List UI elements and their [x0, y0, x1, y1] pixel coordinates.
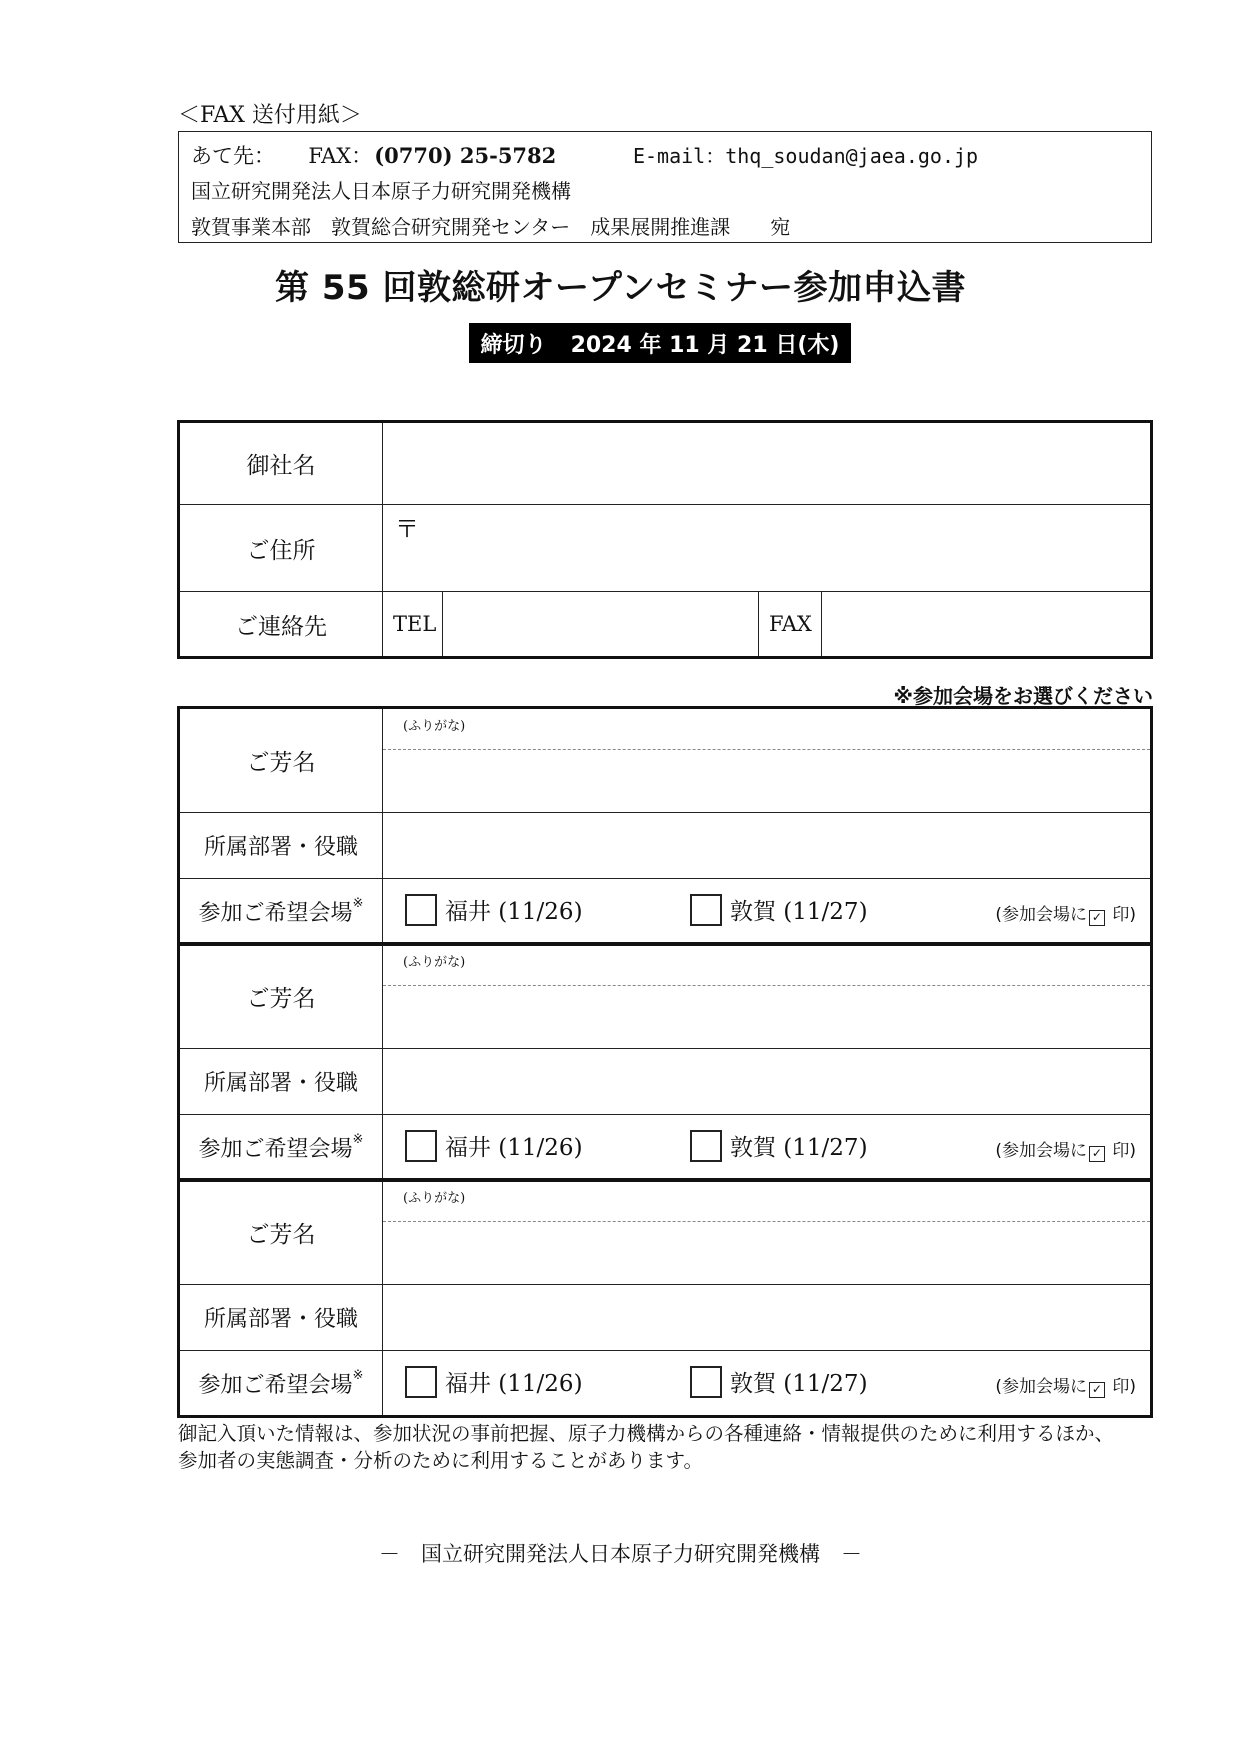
to-label: あて先：: [191, 144, 275, 168]
dept-section: 成果展開推進課: [590, 215, 731, 239]
venue-label: 参加ご希望会場※: [179, 1115, 383, 1181]
check-instruction: (参加会場に ✓ 印): [995, 1141, 1136, 1161]
deadline-banner: [469, 323, 851, 363]
venue-options: [383, 1351, 1150, 1415]
recipient-box: [178, 131, 1152, 243]
participant-table-3: [177, 1178, 1153, 1418]
email-address: E-mail：thq_soudan@jaea.go.jp: [632, 144, 979, 168]
deadline-date: 2024 年 11 月 21 日(木): [570, 332, 840, 358]
fax-prefix: FAX：: [308, 144, 373, 168]
checkmark-icon: ✓: [1089, 1382, 1105, 1398]
furigana-label: (ふりがな): [403, 955, 466, 970]
dept-hq: 敦賀事業本部: [191, 215, 311, 239]
addressee-mark: 宛: [770, 215, 791, 239]
check-instruction: (参加会場に ✓ 印): [995, 905, 1136, 925]
page-title: 第 55 回敦総研オープンセミナー参加申込書: [275, 268, 966, 308]
tsuruga-checkbox[interactable]: [690, 1366, 722, 1398]
dept-position-label: 所属部署・役職: [179, 1049, 383, 1115]
company-name-field[interactable]: [383, 422, 1152, 505]
venue-options: [383, 879, 1150, 943]
fax-sheet-label: ＜FAX 送付用紙＞: [178, 103, 362, 128]
dept-position-label: 所属部署・役職: [179, 813, 383, 879]
tsuruga-option-label: 敦賀 (11/27): [730, 899, 868, 925]
tsuruga-option-label: 敦賀 (11/27): [730, 1135, 868, 1161]
tel-label: TEL: [383, 592, 443, 658]
participant-name-label: ご芳名: [179, 1180, 383, 1285]
venue-label: 参加ご希望会場※: [179, 879, 383, 945]
privacy-line-1: 御記入頂いた情報は、参加状況の事前把握、原子力機構からの各種連絡・情報提供のために利用するほか、: [178, 1422, 1115, 1445]
privacy-notice: [178, 1420, 1168, 1474]
participant-table-1: [177, 706, 1153, 946]
participant-name-field[interactable]: [383, 708, 1152, 813]
postal-mark: 〒: [395, 515, 419, 543]
tsuruga-checkbox[interactable]: [690, 894, 722, 926]
fukui-checkbox[interactable]: [405, 1130, 437, 1162]
footer-org: － 国立研究開発法人日本原子力研究開発機構 －: [379, 1542, 862, 1566]
fukui-checkbox[interactable]: [405, 1366, 437, 1398]
furigana-label: (ふりがな): [403, 1191, 466, 1206]
fukui-option-label: 福井 (11/26): [445, 899, 583, 925]
address-field[interactable]: [383, 505, 1152, 592]
dept-position-label: 所属部署・役職: [179, 1285, 383, 1351]
check-instruction: (参加会場に ✓ 印): [995, 1377, 1136, 1397]
recipient-contact-line: [191, 140, 978, 170]
privacy-line-2: 参加者の実態調査・分析のために利用することがあります。: [178, 1449, 703, 1472]
company-name-label: 御社名: [179, 422, 383, 505]
venue-selection-note: ※参加会場をお選びください: [893, 684, 1153, 708]
fax-field[interactable]: [822, 592, 1152, 658]
participant-name-field[interactable]: [383, 1180, 1152, 1285]
fukui-option-label: 福井 (11/26): [445, 1135, 583, 1161]
participant-table-2: [177, 942, 1153, 1182]
deadline-label: 締切り: [480, 332, 547, 358]
checkmark-icon: ✓: [1089, 910, 1105, 926]
participant-name-field[interactable]: [383, 944, 1152, 1049]
address-label: ご住所: [179, 505, 383, 592]
dept-position-field[interactable]: [383, 813, 1152, 879]
org-name: 国立研究開発法人日本原子力研究開発機構: [191, 179, 571, 203]
contact-label: ご連絡先: [179, 592, 383, 658]
dept-position-field[interactable]: [383, 1049, 1152, 1115]
fax-number: (0770) 25-5782: [374, 143, 557, 168]
furigana-label: (ふりがな): [403, 719, 466, 734]
venue-label: 参加ご希望会場※: [179, 1351, 383, 1417]
fukui-option-label: 福井 (11/26): [445, 1371, 583, 1397]
fax-label: FAX: [759, 592, 822, 658]
participant-name-label: ご芳名: [179, 944, 383, 1049]
venue-options: [383, 1115, 1150, 1179]
fukui-checkbox[interactable]: [405, 894, 437, 926]
checkmark-icon: ✓: [1089, 1146, 1105, 1162]
dept-position-field[interactable]: [383, 1285, 1152, 1351]
tsuruga-option-label: 敦賀 (11/27): [730, 1371, 868, 1397]
dept-center: 敦賀総合研究開発センター: [331, 215, 571, 239]
tel-field[interactable]: [443, 592, 759, 658]
participant-name-label: ご芳名: [179, 708, 383, 813]
company-info-table: [177, 420, 1153, 659]
department-line: [191, 211, 790, 240]
tsuruga-checkbox[interactable]: [690, 1130, 722, 1162]
